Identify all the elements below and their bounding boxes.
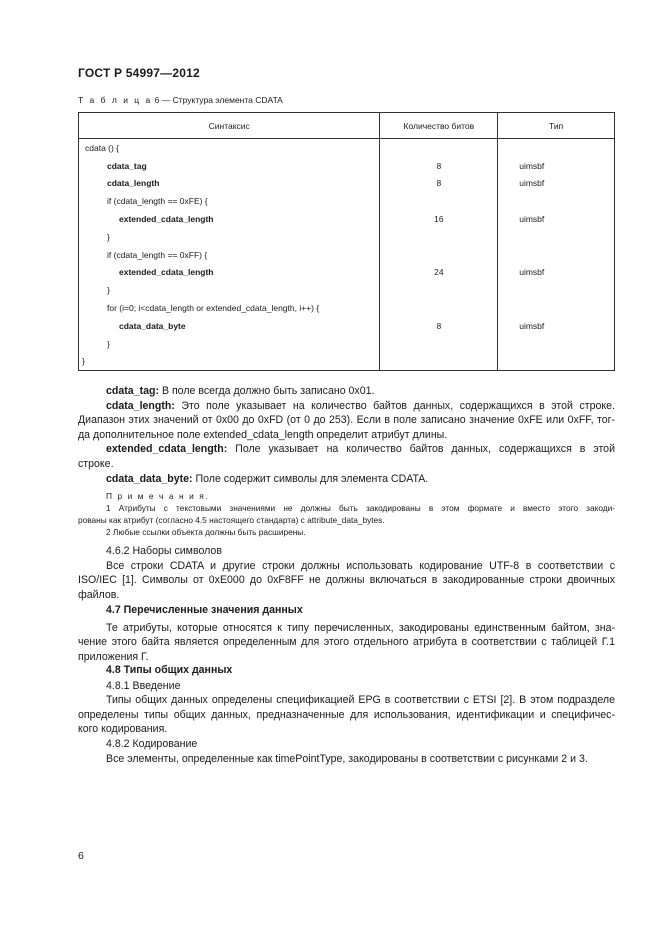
section-4-8 [78, 663, 615, 766]
bits-cell [380, 335, 498, 353]
definition-text: Поле содержит символы для элемента CDATA. [195, 472, 429, 485]
type-cell [498, 353, 615, 371]
syntax-cell: cdata () { [79, 139, 380, 157]
section-heading: 4.6.2 Наборы символов [106, 545, 222, 557]
syntax-text: if (cdata_length == 0xFF) { [107, 249, 208, 260]
syntax-cell [79, 299, 380, 317]
table-row [79, 299, 615, 317]
document-header: ГОСТ Р 54997—2012 [78, 66, 200, 80]
field-definitions [78, 384, 615, 486]
definition-extended-cdata-length [78, 442, 615, 471]
type-cell: uimsbf [498, 264, 615, 282]
table-row [79, 264, 615, 282]
type-cell [498, 246, 615, 264]
section-4-7 [78, 603, 615, 664]
syntax-text: for (i=0; i<cdata_length or extended_cdata_length, i++) { [107, 303, 320, 314]
definition-cdata-data-byte [78, 472, 615, 487]
definition-term: extended_cdata_length: [106, 443, 228, 456]
column-header-syntax: Синтаксис [79, 113, 380, 139]
syntax-cell [79, 246, 380, 264]
table-row [79, 335, 615, 353]
table-row [79, 246, 615, 264]
bits-cell [380, 192, 498, 210]
type-cell [498, 281, 615, 299]
note-2: 2 Любые ссылки объекта должны быть расширены. [106, 527, 306, 537]
syntax-cell [79, 192, 380, 210]
paragraph-line: определены типы общих данных, предназначенные для использования, идентификации и специфичес- [78, 708, 615, 721]
bits-cell [380, 281, 498, 299]
table-caption [78, 95, 283, 105]
type-cell [498, 192, 615, 210]
bits-cell [380, 139, 498, 157]
bits-cell: 8 [380, 317, 498, 335]
syntax-text: extended_cdata_length [119, 267, 214, 278]
table-row [79, 317, 615, 335]
syntax-text: cdata_data_byte [119, 320, 186, 331]
paragraph-line: чение этого байта является определенным для этого отдельного атрибута в соответствии с таблицей Г.1 [78, 636, 615, 649]
syntax-text: if (cdata_length == 0xFE) { [107, 196, 208, 207]
table-row [79, 139, 615, 157]
bits-cell: 24 [380, 264, 498, 282]
paragraph-line: Те атрибуты, которые относятся к типу перечисленных, закодированы единственным байтом, зна- [106, 621, 615, 634]
type-cell: uimsbf [498, 210, 615, 228]
column-header-bits: Количество битов [380, 113, 498, 139]
definition-text: Диапазон этих значений от 0x00 до 0xFD (от 0 до 253). Если в поле записано значение 0xFE или 0xFF, тог- [78, 414, 615, 427]
paragraph-line: Все строки CDATA и другие строки должны использовать кодирование UTF-8 в соответствии с [106, 559, 615, 572]
table-row [79, 353, 615, 371]
type-cell: uimsbf [498, 157, 615, 175]
syntax-text: } [107, 231, 110, 242]
bits-cell [380, 228, 498, 246]
syntax-cell [79, 281, 380, 299]
section-heading: 4.7 Перечисленные значения данных [106, 604, 303, 616]
bits-cell: 8 [380, 157, 498, 175]
syntax-text: } [107, 285, 110, 296]
column-header-type: Тип [498, 113, 615, 139]
syntax-cell [79, 175, 380, 193]
syntax-cell [79, 335, 380, 353]
syntax-text: } [107, 338, 110, 349]
definition-text: строке. [78, 457, 114, 470]
table-row [79, 228, 615, 246]
notes-title: П р и м е ч а н и я. [106, 491, 210, 501]
definition-term: cdata_tag: [106, 385, 159, 397]
syntax-text: cdata_tag [107, 160, 147, 171]
definition-text: да дополнительное поле extended_cdata_length определит атрибут длины. [78, 428, 448, 441]
note-1-line-2: рованы как атрибут (согласно 4.5 настоящего стандарта) с attribute_data_bytes. [78, 515, 385, 525]
definition-text: Поле указывает на количество байтов данных, содержащихся в этой [235, 443, 615, 456]
section-heading: 4.8 Типы общих данных [106, 664, 233, 676]
syntax-text: cdata_length [107, 178, 160, 189]
definition-term: cdata_length: [106, 399, 175, 412]
table-row [79, 175, 615, 193]
definition-cdata-length [78, 399, 615, 443]
paragraph-line: ISO/IEC [1]. Символы от 0xE000 до 0xF8FF не должны включаться в закодированные строки двоичных [78, 574, 615, 587]
paragraph-line: кого кодирования. [78, 723, 168, 736]
table-header-row [79, 113, 615, 139]
table-row [79, 210, 615, 228]
syntax-cell [79, 157, 380, 175]
definition-text: В поле всегда должно быть записано 0x01. [161, 385, 375, 397]
syntax-cell: } [79, 353, 380, 371]
table-row [79, 157, 615, 175]
paragraph-line: Все элементы, определенные как timePointType, закодированы в соответствии с рисунками 2 и 3. [106, 752, 588, 765]
section-4-6-2 [78, 544, 615, 602]
notes-block [78, 490, 615, 538]
definition-term: cdata_data_byte: [106, 472, 193, 485]
bits-cell [380, 299, 498, 317]
paragraph-line: файлов. [78, 588, 120, 601]
cdata-structure-table [78, 112, 615, 371]
syntax-cell [79, 264, 380, 282]
syntax-cell [79, 210, 380, 228]
table-row [79, 192, 615, 210]
note-1-line-1: 1 Атрибуты с текстовыми значениями не должны быть закодированы в этом формате и вместо этого закоди- [106, 503, 615, 513]
bits-cell: 8 [380, 175, 498, 193]
table-caption-prefix: Т а б л и ц а [78, 95, 153, 105]
bits-cell [380, 353, 498, 371]
subsection-heading: 4.8.1 Введение [106, 679, 181, 692]
syntax-text: extended_cdata_length [119, 214, 214, 225]
paragraph-line: приложения Г. [78, 650, 149, 663]
type-cell [498, 299, 615, 317]
table-row [79, 281, 615, 299]
type-cell [498, 228, 615, 246]
syntax-cell [79, 228, 380, 246]
table-caption-text: 6 — Структура элемента CDATA [154, 95, 283, 105]
type-cell: uimsbf [498, 317, 615, 335]
definition-text: Это поле указывает на количество байтов данных, содержащихся в этой строке. [181, 399, 615, 412]
bits-cell [380, 246, 498, 264]
type-cell [498, 335, 615, 353]
syntax-cell [79, 317, 380, 335]
definition-cdata-tag [78, 384, 615, 399]
paragraph-line: Типы общих данных определены спецификацией EPG в соответствии с ETSI [2]. В этом подразделе [106, 694, 615, 707]
type-cell: uimsbf [498, 175, 615, 193]
type-cell [498, 139, 615, 157]
bits-cell: 16 [380, 210, 498, 228]
page-number: 6 [78, 850, 84, 862]
subsection-heading: 4.8.2 Кодирование [106, 737, 198, 750]
